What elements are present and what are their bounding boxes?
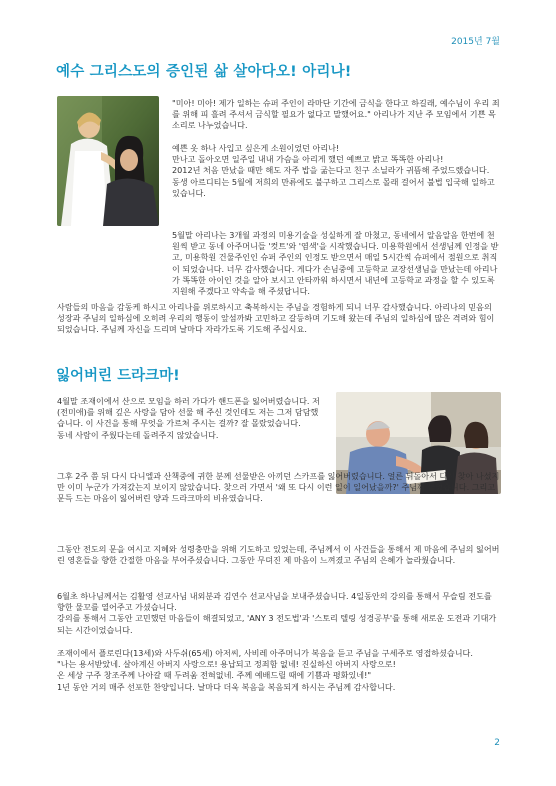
page-number: 2: [494, 738, 500, 748]
salon-photo: [57, 96, 159, 226]
issue-date: 2015년 7월: [451, 37, 500, 47]
article-2-title: 잃어버린 드라크마!: [56, 368, 180, 384]
article-1-paragraph-4: 사람들의 마음을 감동케 하시고 아리나를 위로하시고 축복하시는 주님을 경험하게 되니 너무 감사했습니다. 아리나의 믿음의 성장과 주님의 일하심에 오히려 우리의 행동이 앞섬까봐 고민하고 갈등하며 기도해 왔는데 주님의 일하심에 많은 격려와 힘이 되었습니다. 주님께 자신을 드리며 날마다 자라가도록 기도해 주십시요.: [57, 302, 495, 335]
article-2-paragraph-1: 4월말 조재이에서 산으로 모임을 하러 가다가 핸드폰을 잃어버렸습니다. 저(전미애)를 위해 깊은 사랑을 담아 선물 해 주신 것인데도 저는 그저 담담했습니다. 이 사건을 통해 무엇을 가르쳐 주시는 걸까? 잘 몰랐었습니다. 동네 사람이 주웠다는데 돌려주지 않았습니다.: [57, 396, 320, 440]
article-1-intro: "미아! 미아! 제가 일하는 슈퍼 주인이 라마단 기간에 금식을 한다고 하길래, 예수님이 우리 죄를 위해 피 흘려 주셔서 금식할 필요가 없다고 말했어요." 아리나가 지난 주 모임에서 기쁜 목소리로 나누었습니다.: [172, 98, 500, 131]
salon-photo-image: [57, 96, 159, 226]
article-1-title: 예수 그리스도의 증인된 삶 살아다오! 아리나!: [56, 64, 352, 80]
article-1-paragraph-2: 예쁜 옷 하나 사입고 싶은게 소원이었던 아리나! 만나고 돌아오면 일주일 내내 가슴을 아리게 했던 예쁘고 밝고 똑똑한 아리나! 2012년 처음 만났을 때만 해도 자주 밥을 굶는다고 친구 소닐라가 귀뜸해 주었드랬습니다. 동생 아르디티는 5월에 저희의 만류에도 불구하고 그리스로 몰래 걸어서 불법 입국해 일하고 있습니다.: [172, 143, 495, 198]
article-2-paragraph-2: 그후 2주 쯤 뒤 다시 다니엘과 산책중에 귀한 분께 선물받은 아끼던 스카프를 잃어버렸습니다. 얼른 뒤돌아서 다시 찾아 나섰지만 이미 누군가 가져갔는지 보이지 않았습니다. 찾으러 가면서 '왜 또 다시 이런 일이 일어났을까?' 주님께 물었습니다. 그리고 문득 드는 마음이 잃어버린 양과 드라크마의 비유였습니다.: [57, 471, 500, 504]
article-1-paragraph-3: 5월말 아리나는 3개월 과정의 미용기술을 성실하게 잘 마쳤고, 동네에서 알음알음 한번에 천원씩 받고 동네 아주머니들 '컷트'와 '염색'을 시작했습니다. 미용학원에서 선생님께 인정을 받고, 미용학원 건물주인인 슈퍼 주인의 인정도 받으면서 매일 5시간씩 슈퍼에서 점원으로 취직이 되었습니다. 너무 감사했습니다. 게다가 손님중에 고등학교 교장선생님을 만났는데 아리나가 똑똑한 아이인 것을 알아 보시고 안타까워 하시면서 내년에 고등학교 과정을 할 수 있도록 지원해 주겠다고 약속을 해 주셨답니다.: [172, 230, 499, 297]
article-2-paragraph-3: 그동안 전도의 문을 여시고 지혜와 성령충만을 위해 기도하고 있었는데, 주님께서 이 사건들을 통해서 제 마음에 주님의 잃어버린 영혼들을 향한 간절한 마음을 부어주셨습니다. 그동안 무뎌진 제 마음이 느껴졌고 주님의 은혜가 놀라웠습니다.: [57, 544, 500, 566]
article-2-paragraph-4: 6월초 하나님께서는 김활영 선교사님 내외분과 김연수 선교사님을 보내주셨습니다. 4일동안의 강의를 통해서 무슬림 전도를 향한 물꼬를 열어주고 가셨습니다. 강의를 통해서 그동안 고민했던 마음들이 해결되었고, 'ANY 3 전도법'과 '스토리 텔링 성경공부'를 통해 새로운 도전과 기대가 되는 시간이었습니다.: [57, 591, 497, 635]
article-2-paragraph-5: 조재이에서 플로린다(13세)와 사두쉬(65세) 아저씨, 사비레 아주머니가 복음을 듣고 주님을 구세주로 영접하셨습니다. "나는 용서받았네. 살아계신 아버지 사랑으로! 용납되고 정죄함 없네! 진실하신 아버지 사랑으로! 온 세상 구주 창조주께 나아갈 때 두려움 전혀없네. 주께 예배드릴 때에 기쁨과 평화있네!" 1년 동안 거의 매주 선포한 찬양입니다. 날마다 더욱 복음을 복음되게 하시는 주님께 감사합니다.: [57, 648, 473, 692]
